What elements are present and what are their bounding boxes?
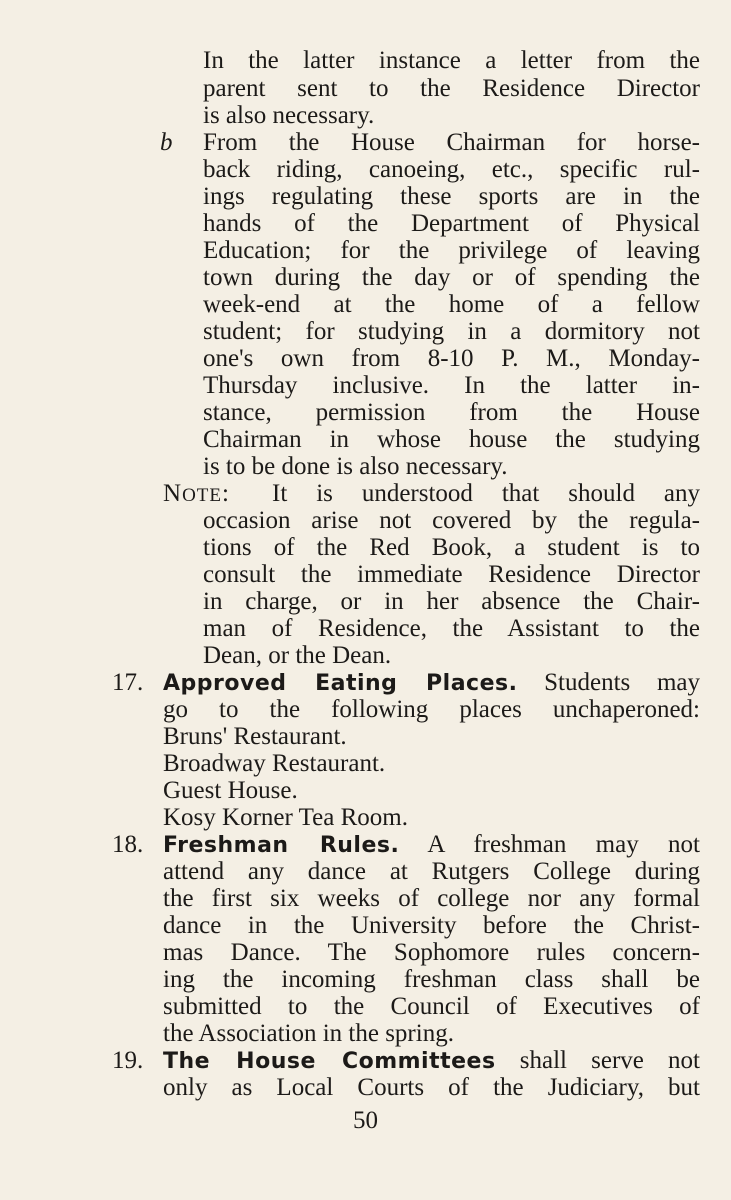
list-item: Broadway Restaurant. [163,750,386,777]
item-number: 18. [112,831,144,858]
text-line: man of Residence, the Assistant to the [203,615,700,642]
list-item: Guest House. [163,777,298,804]
text-line: dance in the University before the Christ- [163,912,700,939]
text-line: one's own from 8-10 P. M., Monday- [203,345,700,372]
list-item: Bruns' Restaurant. [163,723,347,750]
item-number: 17. [112,669,144,696]
item-b-marker: b [160,129,173,156]
text-line: only as Local Courts of the Judiciary, but [163,1074,700,1101]
text-line: stance, permission from the House [203,399,700,426]
text-line: From the House Chairman for horse- [203,129,700,156]
text-line: hands of the Department of Physical [203,210,700,237]
text-line: attend any dance at Rutgers College during [163,858,700,885]
text-line: is also necessary. [203,102,375,129]
list-item: Kosy Korner Tea Room. [163,804,408,831]
page-number: 50 [353,1107,378,1134]
item-heading: Approved Eating Places. [163,671,518,696]
text-line: Chairman in whose house the studying [203,426,700,453]
text-line: parent sent to the Residence Director [203,75,700,102]
text-line: the Association in the spring. [163,1020,454,1047]
text-line: town during the day or of spending the [203,264,700,291]
text-line: week-end at the home of a fellow [203,291,700,318]
text-line: ing the incoming freshman class shall be [163,966,700,993]
text-line: ings regulating these sports are in the [203,183,700,210]
text-line: Thursday inclusive. In the latter in- [203,372,700,399]
text-line: mas Dance. The Sophomore rules concern- [163,939,700,966]
item-number: 19. [112,1047,144,1074]
item-heading: Freshman Rules. [163,833,400,858]
text-line: Education; for the privilege of leaving [203,237,700,264]
text-line: tions of the Red Book, a student is to [203,534,700,561]
text-line: back riding, canoeing, etc., specific rul- [203,156,700,183]
text-line: is to be done is also necessary. [203,453,508,480]
text-line: submitted to the Council of Executives of [163,993,700,1020]
text-line: occasion arise not covered by the regula- [203,507,700,534]
text-line: the first six weeks of college nor any formal [163,885,700,912]
text-line: Dean, or the Dean. [203,642,392,669]
item-heading: The House Committees [163,1049,496,1074]
text-line: student; for studying in a dormitory not [203,318,700,345]
text-line: The House Committees shall serve not [163,1047,700,1074]
text-line: go to the following places unchaperoned: [163,696,700,723]
text-line: In the latter instance a letter from the [203,47,700,74]
text-line: consult the immediate Residence Director [203,561,700,588]
text-line: in charge, or in her absence the Chair- [203,588,700,615]
text-line: It is understood that should any [272,480,700,507]
text-line: Approved Eating Places. Students may [163,669,700,696]
note-label: NOTE: [163,480,230,507]
text-line: Freshman Rules. A freshman may not [163,831,700,858]
